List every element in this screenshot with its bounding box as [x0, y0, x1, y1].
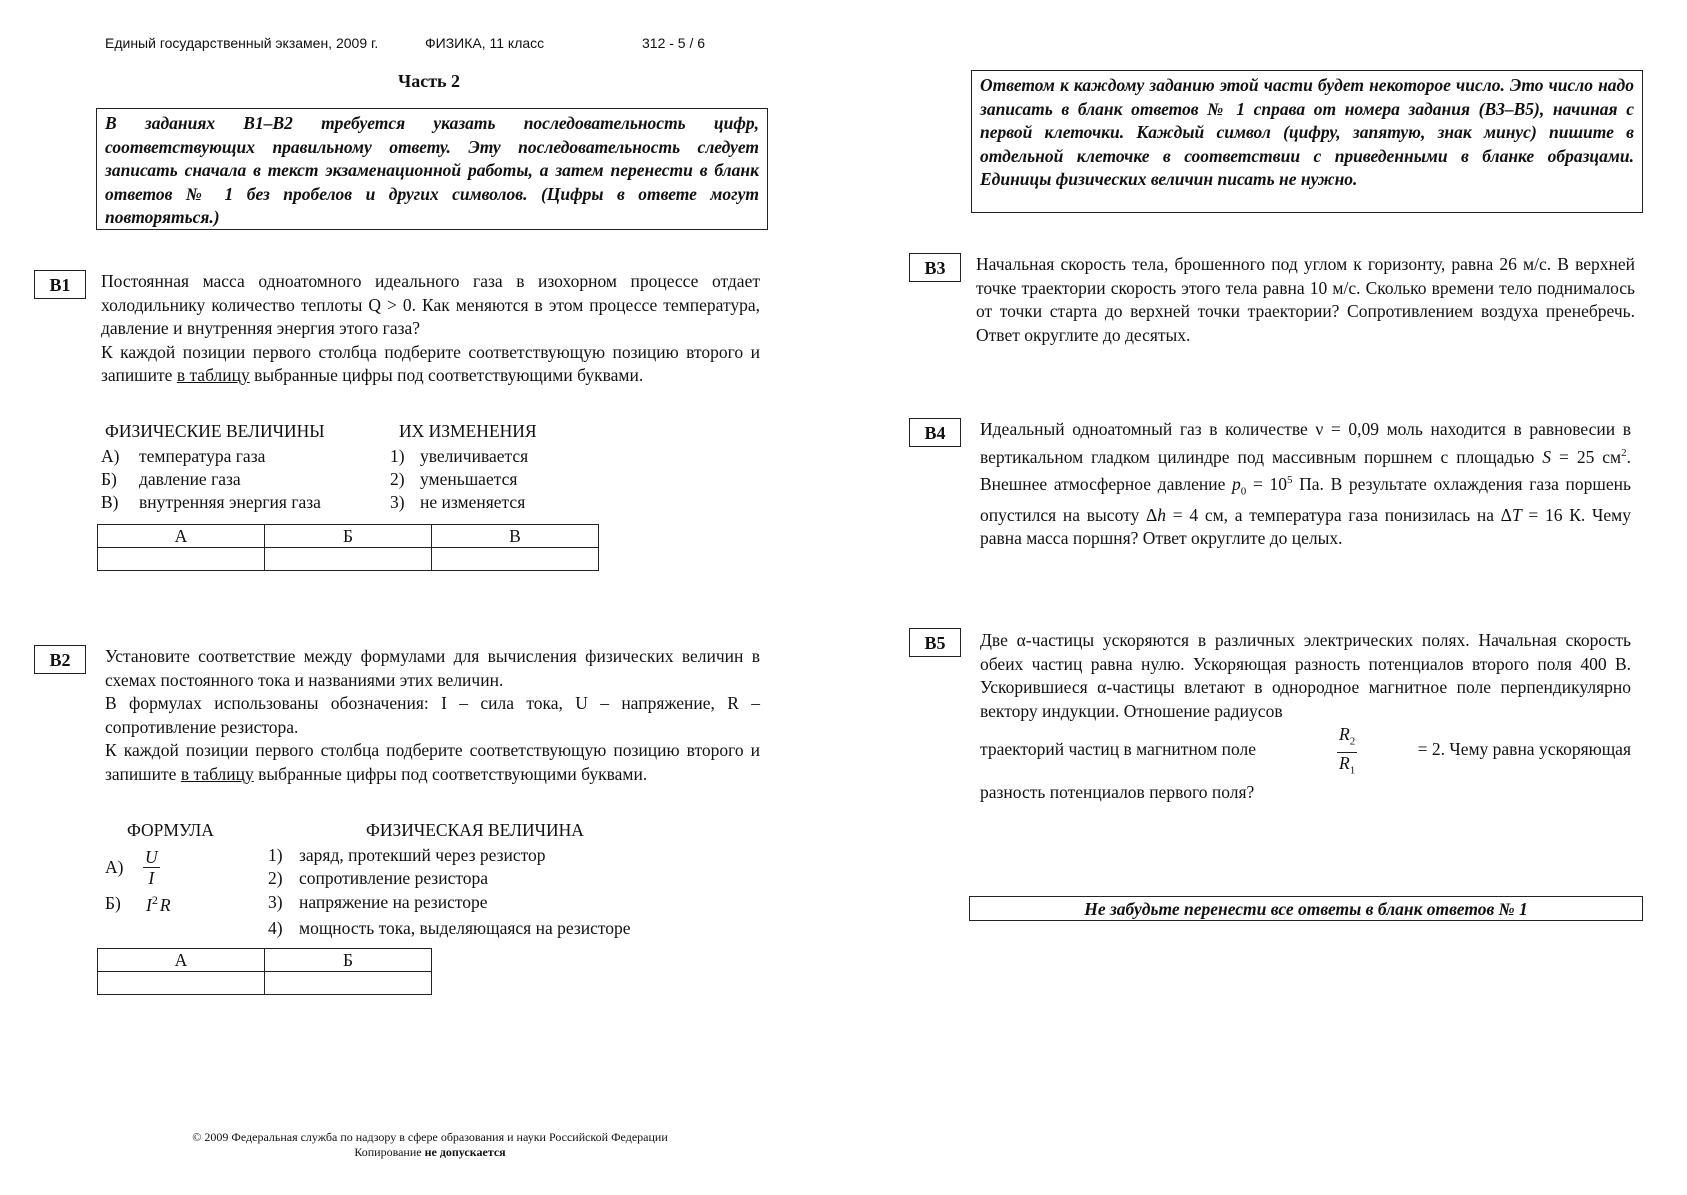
b2-answer-cell-a[interactable]	[98, 972, 265, 995]
b1-quantity-c: В) внутренняя энергия газа	[101, 492, 321, 512]
task-b5-question-end: разность потенциалов первого поля?	[980, 782, 1255, 802]
header-exam: Единый государственный экзамен, 2009 г.	[105, 35, 379, 51]
footer-copy-notice: Копирование не допускается	[354, 1145, 506, 1159]
task-b1-text	[101, 270, 760, 388]
b1-change-1: 1) увеличивается	[390, 446, 529, 466]
task-tag-b1: B1	[34, 270, 86, 299]
b5-ratio-fraction: $\frac{R_2}{R_1}$	[1339, 724, 1356, 776]
b1-answer-table	[97, 524, 599, 571]
b2-instruction: К каждой позиции первого столбца подберите соответствующую позицию второго и запишите в таблицу выбранные цифры под соответствующими буквами.	[105, 740, 760, 784]
footer	[140, 1130, 720, 1160]
b2-answer-cell-b[interactable]	[265, 972, 432, 995]
b2-formula-a-fraction: $\frac{U}{I}$	[145, 847, 158, 888]
b1-col2-head: ИХ ИЗМЕНЕНИЯ	[399, 421, 537, 441]
b1-answer-cell-a[interactable]	[98, 548, 265, 571]
task-b3-text: Начальная скорость тела, брошенного под углом к горизонту, равна 26 м/с. В верхней точке траектории скорость этого тела равна 10 м/с. Сколько времени тело поднималось от точки старта до верхней точки траектории? Сопротивлением воздуха пренебречь. Ответ округлите до десятых.	[976, 254, 1635, 345]
reminder-box: Не забудьте перенести все ответы в бланк ответов № 1	[969, 896, 1643, 921]
b2-table-ref: в таблицу	[180, 763, 254, 784]
task-tag-b2: B2	[34, 645, 86, 674]
b1-question: Постоянная масса одноатомного идеального газа в изохорном процессе отдает холодильнику количество теплоты Q > 0. Как меняются в этом процессе температура, давление и внутренняя энергия этого газа?	[101, 271, 760, 338]
task-b5-text: Две α-частицы ускоряются в различных электрических полях. Начальная скорость обеих частиц равна нулю. Ускоряющая разность потенциалов второго поля 400 В. Ускорившиеся α-частицы влетают в однородное магнитное поле перпендикулярно вектору индукции. Отношение радиусов	[980, 630, 1631, 721]
b2-table-header-a: А	[98, 949, 265, 972]
b1-table-header-c: В	[432, 525, 599, 548]
task-tag-b4: B4	[909, 418, 961, 447]
part-title: Часть 2	[398, 71, 461, 91]
notice-b1-b2: В заданиях В1–В2 требуется указать последовательность цифр, соответствующих правильному ответу. Эту последовательность следует записать сначала в текст экзаменационной работы, а затем перенести в бланк ответов № 1 без пробелов и других символов. (Цифры в ответе могут повторяться.)	[96, 108, 768, 230]
b2-notation: В формулах использованы обозначения: I – сила тока, U – напряжение, R – сопротивление резистора.	[105, 693, 760, 737]
task-b2-text	[105, 645, 760, 786]
task-tag-b5: B5	[909, 628, 961, 657]
b1-table-header-a: А	[98, 525, 265, 548]
b2-quantity-1: 1) заряд, протекший через резистор	[268, 845, 546, 865]
header-code: 312 - 5 / 6	[642, 35, 706, 51]
notice-b3-b5: Ответом к каждому заданию этой части будет некоторое число. Это число надо записать в бланк ответов № 1 справа от номера задания (В3–В5), начиная с первой клеточки. Каждый символ (цифру, запятую, знак минус) пишите в отдельной клеточке в соответствии с приведенными в бланке образцами. Единицы физических величин писать не нужно.	[971, 70, 1643, 213]
b1-table-header-b: Б	[265, 525, 432, 548]
b2-formula-b: Б) $I^2$ R	[105, 893, 171, 915]
footer-copyright: © 2009 Федеральная служба по надзору в сфере образования и науки Российской Федерации	[192, 1130, 668, 1144]
b2-col1-head: ФОРМУЛА	[127, 820, 214, 840]
b2-quantity-3: 3) напряжение на резисторе	[268, 892, 488, 912]
b1-change-3: 3) не изменяется	[390, 492, 526, 512]
header-subject: ФИЗИКА, 11 класс	[425, 35, 545, 51]
b2-question: Установите соответствие между формулами для вычисления физических величин в схемах постоянного тока и названиями этих величин.	[105, 646, 760, 690]
task-b5-ratio-line: траекторий частиц в магнитном поле $\frac{R_2}{R_1}$ = 2. Чему равна ускоряющая	[980, 724, 1631, 780]
b1-instruction: К каждой позиции первого столбца подберите соответствующую позицию второго и запишите в таблицу выбранные цифры под соответствующими буквами.	[101, 341, 760, 385]
b2-table-header-b: Б	[265, 949, 432, 972]
task-tag-b3: B3	[909, 253, 961, 282]
b1-answer-cell-c[interactable]	[432, 548, 599, 571]
b1-quantity-a: А) температура газа	[101, 446, 266, 466]
b2-quantity-4: 4) мощность тока, выделяющаяся на резисторе	[268, 918, 631, 938]
b2-answer-table	[97, 948, 432, 995]
b2-quantity-2: 2) сопротивление резистора	[268, 868, 489, 888]
b1-table-ref: в таблицу	[176, 365, 250, 385]
b1-change-2: 2) уменьшается	[390, 469, 518, 489]
task-b4-text: Идеальный одноатомный газ в количестве ν = 0,09 моль находится в равновесии в вертикальном гладком цилиндре под массивным поршнем с площадью S = 25 $см^2$. Внешнее атмосферное давление $p_0 = 10^5$ Па. В результате охлаждения газа поршень опустился на высоту Δh = 4 см, а температура газа понизилась на ΔT = 16 К. Чему равна масса поршня? Ответ округлите до целых.	[980, 419, 1632, 549]
b1-quantity-b: Б) давление газа	[101, 469, 241, 489]
b1-answer-cell-b[interactable]	[265, 548, 432, 571]
b2-col2-head: ФИЗИЧЕСКАЯ ВЕЛИЧИНА	[366, 820, 584, 840]
b1-col1-head: ФИЗИЧЕСКИЕ ВЕЛИЧИНЫ	[105, 421, 325, 441]
